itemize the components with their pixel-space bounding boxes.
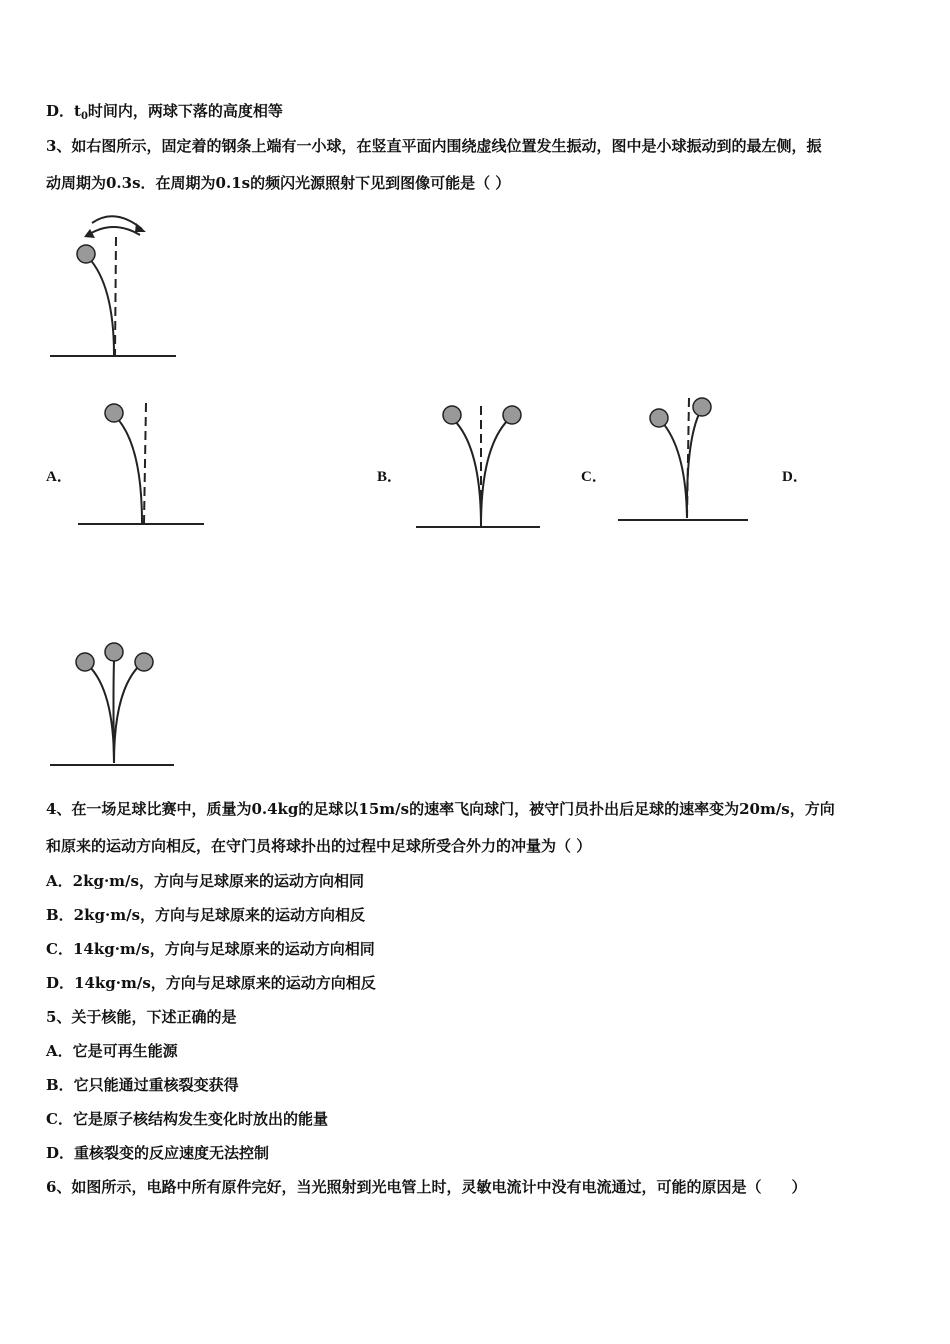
q3-option-c-figure <box>612 390 757 525</box>
q2-option-d-subscript: 0 <box>80 111 88 122</box>
q2-option-d-t: t <box>74 102 81 120</box>
q2-option-d-text: 时间内，两球下落的高度相等 <box>87 102 283 120</box>
steel-strip <box>116 417 142 523</box>
ball-right <box>135 653 153 671</box>
q5-option-c[interactable]: C．它是原子核结构发生变化时放出的能量 <box>46 1110 328 1128</box>
ball-left <box>650 409 668 427</box>
q5-option-b[interactable]: B．它只能通过重核裂变获得 <box>46 1076 239 1094</box>
q3-option-a-label[interactable]: A． <box>46 469 72 485</box>
steel-strip <box>88 257 114 355</box>
q6-stem: 6、如图所示，电路中所有原件完好，当光照射到光电管上时，灵敏电流计中没有电流通过，可能的原因是（ ） <box>46 1178 807 1196</box>
q3-option-b-label[interactable]: B． <box>377 469 403 485</box>
q2-option-d <box>46 101 283 127</box>
ball-right <box>693 398 711 416</box>
q2-option-d-label: D． <box>46 102 75 120</box>
ball-right <box>503 406 521 424</box>
ball-middle <box>105 643 123 661</box>
ball <box>77 245 95 263</box>
arrow-icon <box>84 216 146 238</box>
q3-stem-line1: 3、如右图所示，固定着的钢条上端有一小球，在竖直平面内围绕虚线位置发生振动，图中是小球振动到的最左侧，振 <box>46 137 822 155</box>
ball-left <box>76 653 94 671</box>
q3-option-c-label[interactable]: C． <box>581 469 607 485</box>
steel-strip-right <box>481 420 508 526</box>
steel-strip-right <box>114 665 140 763</box>
q5-option-a[interactable]: A．它是可再生能源 <box>46 1042 178 1060</box>
steel-strip-left <box>454 420 481 526</box>
q4-option-c[interactable]: C．14kg·m/s，方向与足球原来的运动方向相同 <box>46 940 375 958</box>
q3-option-a-figure <box>70 395 210 530</box>
steel-strip-left <box>662 422 687 518</box>
q4-option-b[interactable]: B．2kg·m/s，方向与足球原来的运动方向相反 <box>46 906 366 924</box>
q3-option-d-figure <box>40 635 190 770</box>
q4-stem-line1: 4、在一场足球比赛中，质量为0.4kg的足球以15m/s的速率飞向球门，被守门员扑出后足球的速率变为20m/s，方向 <box>46 800 835 818</box>
q4-option-d[interactable]: D．14kg·m/s，方向与足球原来的运动方向相反 <box>46 974 376 992</box>
ball <box>105 404 123 422</box>
q3-option-d-label[interactable]: D． <box>782 469 808 485</box>
q5-option-d[interactable]: D．重核裂变的反应速度无法控制 <box>46 1144 270 1162</box>
ball-left <box>443 406 461 424</box>
q4-option-a[interactable]: A．2kg·m/s，方向与足球原来的运动方向相同 <box>46 872 364 890</box>
equilibrium-dashed-line <box>115 237 116 355</box>
q3-main-figure <box>40 205 190 365</box>
q3-option-b-figure <box>410 398 550 533</box>
q5-stem: 5、关于核能，下述正确的是 <box>46 1008 237 1026</box>
steel-strip-left <box>88 665 114 763</box>
q4-stem-line2: 和原来的运动方向相反，在守门员将球扑出的过程中足球所受合外力的冲量为（ ） <box>46 837 592 855</box>
equilibrium-dashed-line <box>144 403 146 523</box>
q3-stem-line2: 动周期为0.3s．在周期为0.1s的频闪光源照射下见到图像可能是（ ） <box>46 174 511 192</box>
